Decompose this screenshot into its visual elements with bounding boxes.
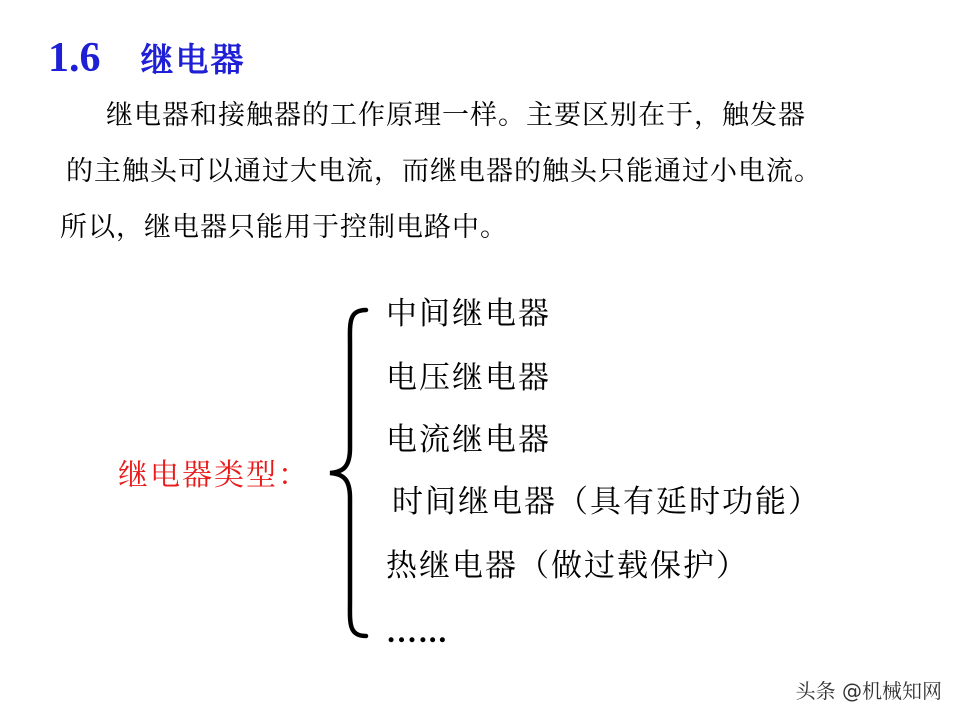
curly-brace — [322, 306, 372, 640]
section-number: 1.6 — [48, 35, 101, 81]
relay-type-item: 热继电器（做过载保护） — [386, 548, 749, 584]
section-title: 继电器 — [140, 40, 246, 79]
paragraph-line: 继电器和接触器的工作原理一样。主要区别在于，触发器 — [106, 100, 806, 131]
relay-type-item: 中间继电器 — [386, 296, 551, 332]
relay-type-item: 电流继电器 — [386, 422, 551, 458]
relay-types-label: 继电器类型： — [118, 458, 310, 493]
relay-type-ellipsis: …... — [386, 614, 449, 649]
paragraph-line: 的主触头可以通过大电流，而继电器的触头只能通过小电流。 — [66, 156, 822, 187]
section-heading — [48, 34, 246, 90]
watermark: 头条 @机械知网 — [795, 679, 942, 703]
relay-type-item: 电压继电器 — [386, 360, 551, 396]
relay-type-item: 时间继电器（具有延时功能） — [392, 484, 821, 520]
paragraph-line: 所以，继电器只能用于控制电路中。 — [60, 212, 508, 243]
